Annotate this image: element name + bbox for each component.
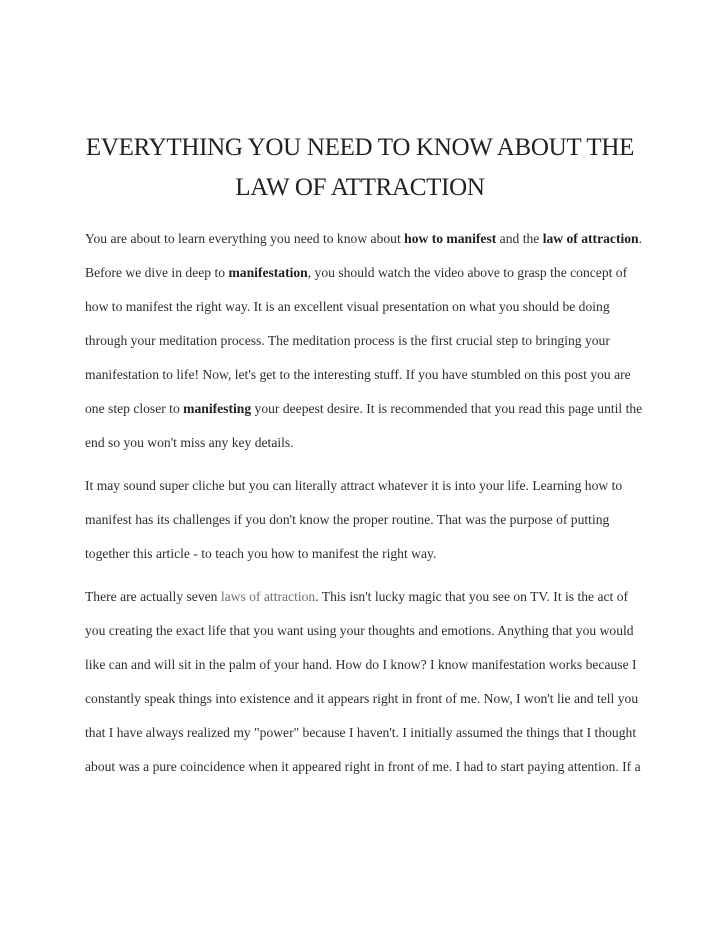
paragraph-seven-laws — [85, 580, 645, 784]
text-run: There are actually seven — [85, 589, 221, 604]
text-run: . Before we dive in deep to — [85, 231, 643, 280]
paragraph-cliche: It may sound super cliche but you can literally attract whatever it is into your life. Learning how to manifest has its challenges if you don't know the proper routine. That was the purpose of putting together this article - to teach you how to manifest the right way. — [85, 478, 623, 561]
keyword-law-of-attraction: law of attraction — [542, 231, 639, 246]
keyword-manifestation: manifestation — [228, 265, 308, 280]
text-run: , you should watch the video above to grasp the concept of how to manifest the right way. It is an excellent visual presentation on what you should be doing through your meditation process. The meditation process is the first crucial step to bringing your manifestation to life! Now, let's get to the interesting stuff. If you have stumbled on this post you are one step closer to — [85, 265, 631, 416]
keyword-manifesting: manifesting — [183, 401, 252, 416]
page-title: EVERYTHING YOU NEED TO KNOW ABOUT THE LAW OF ATTRACTION — [85, 134, 635, 201]
text-run: You are about to learn everything you need to know about — [85, 231, 405, 246]
paragraph-intro — [85, 222, 645, 460]
article-body — [85, 222, 645, 793]
text-run: and the — [496, 231, 543, 246]
laws-of-attraction-link[interactable]: laws of attraction — [220, 589, 316, 604]
keyword-how-to-manifest: how to manifest — [404, 231, 497, 246]
text-run: your deepest desire. It is recommended that you read this page until the end so you won't miss any key details. — [85, 401, 643, 450]
text-run: . This isn't lucky magic that you see on TV. It is the act of you creating the exact life that you want using your thoughts and emotions. Anything that you would like can and will sit in the palm of your hand. How do I know? I know manifestation works because I constantly speak things into existence and it appears right in front of me. Now, I won't lie and tell you that I have always realized my "power" because I haven't. I initially assumed the things that I thought about was a pure coincidence when it appeared right in front of me. I had to start paying attention. If a — [85, 589, 641, 774]
